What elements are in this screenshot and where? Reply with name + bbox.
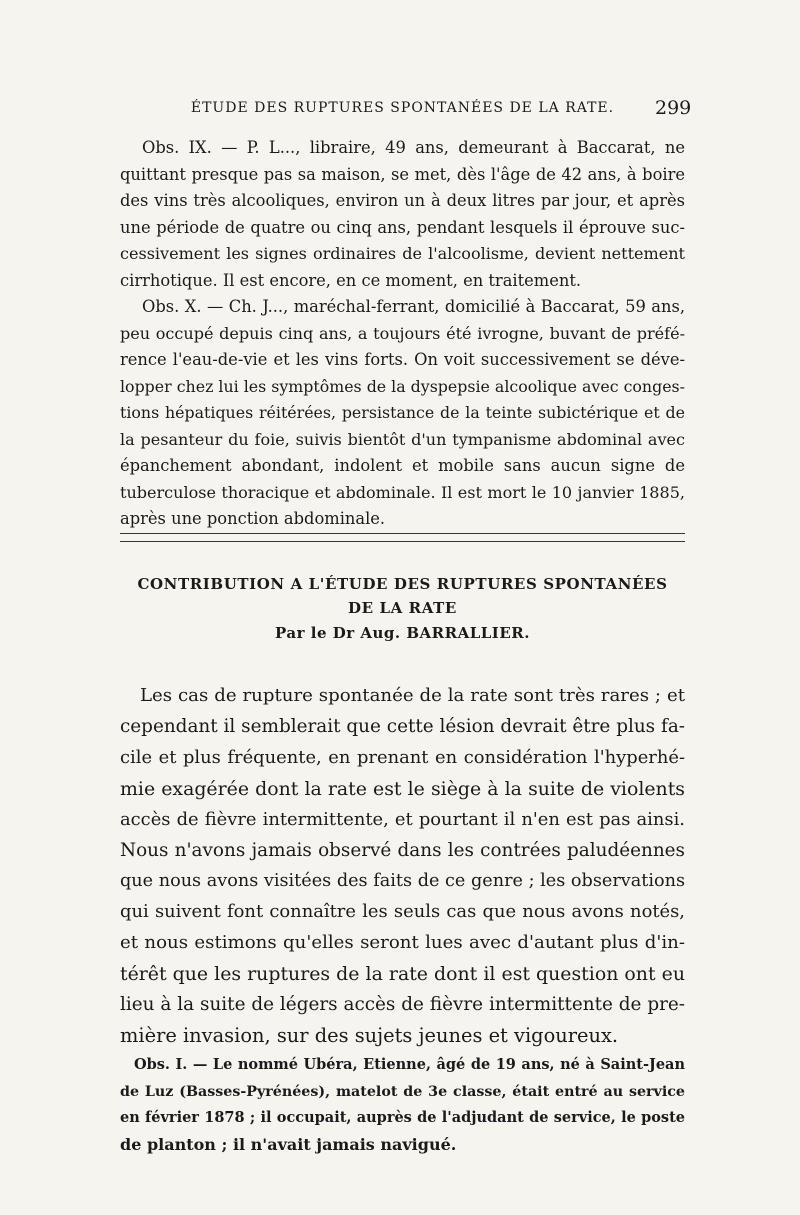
obs-x-line: Obs. X. — Ch. J..., maréchal-ferrant, domicilié à Baccarat, 59 ans, [142,297,685,316]
obs-ix-line: quittant presque pas sa maison, se met, dès l'âge de 42 ans, à boire [120,164,685,184]
obs-x-line: peu occupé depuis cinq ans, a toujours été ivrogne, buvant de préfé- [120,323,685,343]
intro-line: et nous estimons qu'elles seront lues avec d'autant plus d'in- [120,932,685,954]
obs-x-line: lopper chez lui les symptômes de la dyspepsie alcoolique avec conges- [120,376,686,396]
obs-x-line: après une ponction abdominale. [120,509,386,528]
intro-line: que nous avons visitées des faits de ce genre ; les observations [120,871,685,892]
article-title: CONTRIBUTION A L'ÉTUDE DES RUPTURES SPONTANÉES [137,575,668,593]
running-head: ÉTUDE DES RUPTURES SPONTANÉES DE LA RATE. [190,100,615,116]
intro-line: mie exagérée dont la rate est le siège à la suite de violents [120,777,685,800]
observation-x [120,294,685,533]
intro-line: Les cas de rupture spontanée de la rate sont très rares ; et [140,685,685,706]
obs-ix-line: une période de quatre ou cinq ans, pendant lesquels il éprouve suc- [120,217,685,237]
intro-line: lieu à la suite de légers accès de fièvre intermittente de pre- [120,994,685,1016]
obs-i-line: en février 1878 ; il occupait, auprès de l'adjudant de service, le poste [120,1109,685,1126]
intro-line: Nous n'avons jamais observé dans les contrées paludéennes [120,839,685,861]
obs-x-line: épanchement abondant, indolent et mobile sans aucun signe de [120,456,685,475]
intro-line: térêt que les ruptures de la rate dont il est question ont eu [120,963,685,986]
obs-i-line: Obs. I. — Le nommé Ubéra, Etienne, âgé de 19 ans, né à Saint-Jean [134,1056,685,1073]
observation-i [120,1052,685,1158]
obs-x-line: tuberculose thoracique et abdominale. Il est mort le 10 janvier 1885, [120,482,685,502]
article-title-block [120,572,685,642]
obs-i-line: de planton ; il n'avait jamais navigué. [120,1134,457,1154]
intro-line: cependant il semblerait que cette lésion devrait être plus fa- [120,715,685,737]
intro-paragraph [120,681,685,1052]
intro-line: mière invasion, sur des sujets jeunes et vigoureux. [120,1023,619,1047]
obs-x-line: la pesanteur du foie, suivis bientôt d'un tympanisme abdominal avec [120,429,685,449]
article-title-subline: DE LA RATE [348,599,457,617]
article-author: Par le Dr Aug. BARRALLIER. [275,624,530,642]
page-number: 299 [655,97,692,119]
separator-rule [120,541,685,542]
obs-ix-line: Obs. IX. — P. L..., libraire, 49 ans, demeurant à Baccarat, ne [142,138,685,157]
obs-x-line: tions hépatiques réitérées, persistance de la teinte subictérique et de [120,403,685,422]
obs-x-line: rence l'eau-de-vie et les vins forts. On voit successivement se déve- [120,350,685,369]
obs-ix-line: des vins très alcooliques, environ un à deux litres par jour, et après [120,191,685,210]
intro-line: qui suivent font connaître les seuls cas que nous avons notés, [120,901,685,923]
intro-line: cile et plus fréquente, en prenant en considération l'hyperhé- [120,746,685,768]
obs-ix-line: cirrhotique. Il est encore, en ce moment, en traitement. [120,270,582,290]
obs-ix-line: cessivement les signes ordinaires de l'alcoolisme, devient nettement [120,244,685,263]
obs-i-line: de Luz (Basses-Pyrénées), matelot de 3e classe, était entré au service [120,1083,685,1100]
observation-ix [120,135,685,294]
intro-line: accès de fièvre intermittente, et pourtant il n'en est pas ainsi. [120,808,685,830]
separator-rule [120,533,685,534]
